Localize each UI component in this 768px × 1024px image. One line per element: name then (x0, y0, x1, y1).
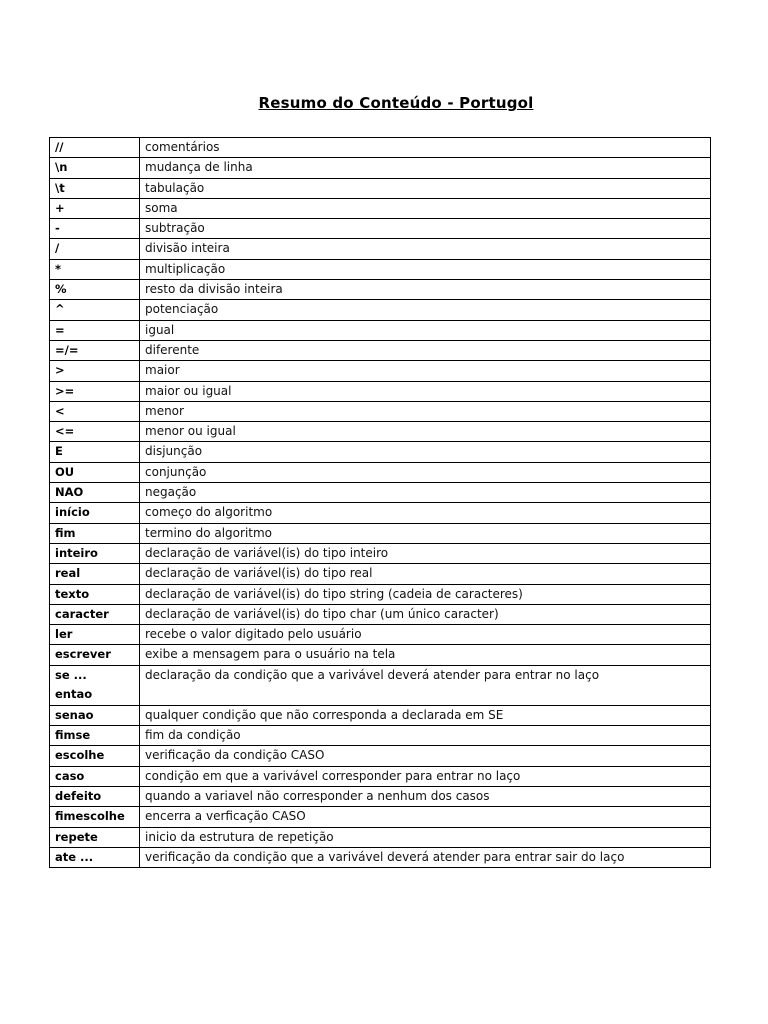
row-description: condição em que a varivável corresponder para entrar no laço (140, 766, 711, 786)
table-row (50, 320, 711, 340)
row-description: declaração de variável(is) do tipo real (140, 564, 711, 584)
row-description: exibe a mensagem para o usuário na tela (140, 645, 711, 665)
row-symbol: texto (50, 584, 140, 604)
table-row (50, 604, 711, 624)
row-symbol: / (50, 239, 140, 259)
row-symbol: * (50, 259, 140, 279)
table-row (50, 827, 711, 847)
table-row (50, 198, 711, 218)
table-row (50, 746, 711, 766)
table-row (50, 259, 711, 279)
row-symbol: NAO (50, 483, 140, 503)
row-description: declaração de variável(is) do tipo char (um único caracter) (140, 604, 711, 624)
table-row (50, 361, 711, 381)
row-symbol: defeito (50, 786, 140, 806)
row-description: declaração de variável(is) do tipo inteiro (140, 543, 711, 563)
table-row (50, 807, 711, 827)
row-symbol: escrever (50, 645, 140, 665)
row-description: subtração (140, 219, 711, 239)
row-symbol: senao (50, 705, 140, 725)
table-row (50, 219, 711, 239)
row-description: resto da divisão inteira (140, 280, 711, 300)
row-description: conjunção (140, 462, 711, 482)
row-symbol: repete (50, 827, 140, 847)
row-description: qualquer condição que não corresponda a declarada em SE (140, 705, 711, 725)
row-description: quando a variavel não corresponder a nenhum dos casos (140, 786, 711, 806)
row-symbol: E (50, 442, 140, 462)
table-row (50, 239, 711, 259)
row-description: maior ou igual (140, 381, 711, 401)
row-symbol: escolhe (50, 746, 140, 766)
table-row (50, 442, 711, 462)
table-row (50, 422, 711, 442)
row-symbol: ler (50, 625, 140, 645)
row-description: verificação da condição que a varivável deverá atender para entrar sair do laço (140, 847, 711, 867)
row-symbol: caso (50, 766, 140, 786)
row-description: termino do algoritmo (140, 523, 711, 543)
row-symbol: - (50, 219, 140, 239)
row-description: igual (140, 320, 711, 340)
row-symbol: OU (50, 462, 140, 482)
document-title: Resumo do Conteúdo - Portugol (258, 94, 534, 112)
row-symbol: real (50, 564, 140, 584)
row-description: mudança de linha (140, 158, 711, 178)
table-row (50, 543, 711, 563)
row-symbol: inteiro (50, 543, 140, 563)
row-symbol: fimse (50, 726, 140, 746)
table-row (50, 340, 711, 360)
row-description: inicio da estrutura de repetição (140, 827, 711, 847)
row-description: tabulação (140, 178, 711, 198)
table-row (50, 483, 711, 503)
row-description: negação (140, 483, 711, 503)
summary-table-body (50, 138, 711, 868)
table-row (50, 401, 711, 421)
table-row (50, 564, 711, 584)
row-symbol: ate ... (50, 847, 140, 867)
row-description: declaração da condição que a varivável deverá atender para entrar no laço (140, 665, 711, 705)
row-symbol: + (50, 198, 140, 218)
row-description: encerra a verficação CASO (140, 807, 711, 827)
table-row (50, 786, 711, 806)
table-row (50, 766, 711, 786)
row-description: multiplicação (140, 259, 711, 279)
row-description: maior (140, 361, 711, 381)
row-description: diferente (140, 340, 711, 360)
row-symbol: = (50, 320, 140, 340)
row-description: menor (140, 401, 711, 421)
row-symbol: fim (50, 523, 140, 543)
row-description: disjunção (140, 442, 711, 462)
table-row (50, 584, 711, 604)
table-row (50, 503, 711, 523)
table-row (50, 462, 711, 482)
row-symbol (50, 665, 140, 705)
table-row (50, 847, 711, 867)
row-description: divisão inteira (140, 239, 711, 259)
table-row (50, 665, 711, 705)
row-symbol: >= (50, 381, 140, 401)
row-symbol: < (50, 401, 140, 421)
row-symbol: // (50, 138, 140, 158)
summary-table (49, 137, 711, 868)
row-description: fim da condição (140, 726, 711, 746)
row-symbol: \t (50, 178, 140, 198)
row-symbol: <= (50, 422, 140, 442)
table-row (50, 158, 711, 178)
row-symbol: caracter (50, 604, 140, 624)
row-description: começo do algoritmo (140, 503, 711, 523)
row-description: verificação da condição CASO (140, 746, 711, 766)
row-description: menor ou igual (140, 422, 711, 442)
table-row (50, 523, 711, 543)
row-description: potenciação (140, 300, 711, 320)
row-symbol-line: se ... (55, 667, 87, 682)
table-row (50, 726, 711, 746)
table-row (50, 705, 711, 725)
row-symbol: fimescolhe (50, 807, 140, 827)
row-symbol: > (50, 361, 140, 381)
row-symbol: % (50, 280, 140, 300)
table-row (50, 300, 711, 320)
table-row (50, 178, 711, 198)
row-symbol: \n (50, 158, 140, 178)
row-symbol: início (50, 503, 140, 523)
table-row (50, 381, 711, 401)
table-row (50, 138, 711, 158)
table-row (50, 645, 711, 665)
row-description: comentários (140, 138, 711, 158)
table-row (50, 280, 711, 300)
row-symbol: ^ (50, 300, 140, 320)
row-symbol: =/= (50, 340, 140, 360)
table-row (50, 625, 711, 645)
row-description: declaração de variável(is) do tipo string (cadeia de caracteres) (140, 584, 711, 604)
row-symbol-line: entao (55, 686, 93, 701)
row-description: recebe o valor digitado pelo usuário (140, 625, 711, 645)
row-description: soma (140, 198, 711, 218)
